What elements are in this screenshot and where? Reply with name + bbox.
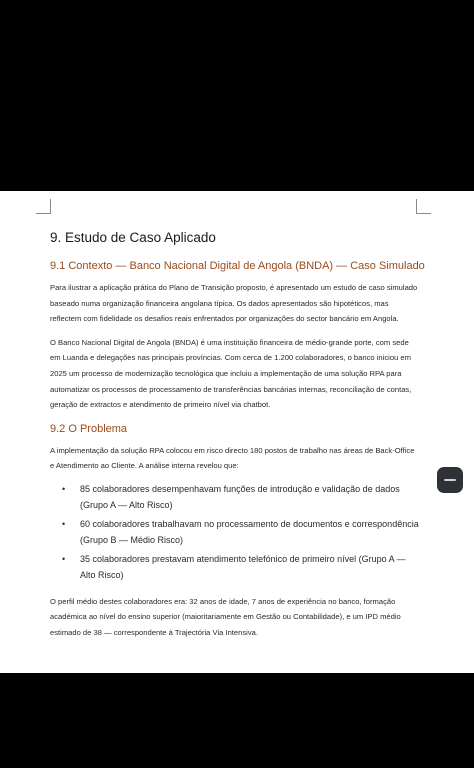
bullet-icon: • (62, 554, 66, 565)
bullet-icon: • (62, 483, 66, 494)
document-page (0, 191, 474, 673)
section-title: 9. Estudo de Caso Aplicado (50, 230, 216, 245)
bullet-icon: • (62, 519, 66, 530)
crop-mark-top-right (416, 199, 431, 214)
menu-icon (444, 479, 456, 481)
crop-mark-top-left (36, 199, 51, 214)
risk-groups-list (50, 482, 420, 584)
problem-paragraph-2: O perfil médio destes colaboradores era: 32 anos de idade, 7 anos de experiência no banco, formação académica ao nível do ensino superior (maioritariamente em Gestão ou Contabilidade), e um IPD médio estimado de 38 — correspondente à Trajectória Via Intensiva. (50, 596, 401, 637)
subsection-title-problem: 9.2 O Problema (50, 422, 128, 435)
context-paragraph-2: O Banco Nacional Digital de Angola (BNDA) é uma instituição financeira de médio-grande porte, com sede em Luanda e delegações nas principais províncias. Com cerca de 1.200 colaboradores, o banco iniciou em 2025 um processo de modernização tecnológica que incluiu a implementação de uma solução RPA para automatizar os processos de processamento de transferências bancárias internas, reconciliação de contas, geração de extractos e atendimento de primeiro nível via chatbot. (50, 337, 412, 410)
context-paragraph-1: Para ilustrar a aplicação prática do Plano de Transição proposto, é apresentado um estudo de caso simulado baseado numa organização financeira angolana típica. Os dados apresentados são hipotéticos, mas reflectem com fidelidade os desafios reais enfrentados por organizações do sector bancário em Angola. (50, 283, 418, 324)
list-item (50, 517, 420, 548)
problem-paragraph-1: A implementação da solução RPA colocou em risco directo 180 postos de trabalho nas áreas de Back-Office e Atendimento ao Cliente. A análise interna revelou que: (50, 445, 415, 471)
list-item-text: 35 colaboradores prestavam atendimento telefónico de primeiro nível (Grupo A — Alto Risco) (80, 554, 406, 580)
list-item (50, 482, 420, 513)
document-content (50, 229, 425, 648)
list-item-text: 60 colaboradores trabalhavam no processamento de documentos e correspondência (Grupo B — Médio Risco) (80, 519, 419, 545)
subsection-title-context: 9.1 Contexto — Banco Nacional Digital de Angola (BNDA) — Caso Simulado (50, 260, 425, 272)
list-item-text: 85 colaboradores desempenhavam funções de introdução e validação de dados (Grupo A — Alto Risco) (80, 483, 400, 510)
floating-action-button[interactable] (437, 467, 463, 493)
list-item (50, 552, 420, 583)
